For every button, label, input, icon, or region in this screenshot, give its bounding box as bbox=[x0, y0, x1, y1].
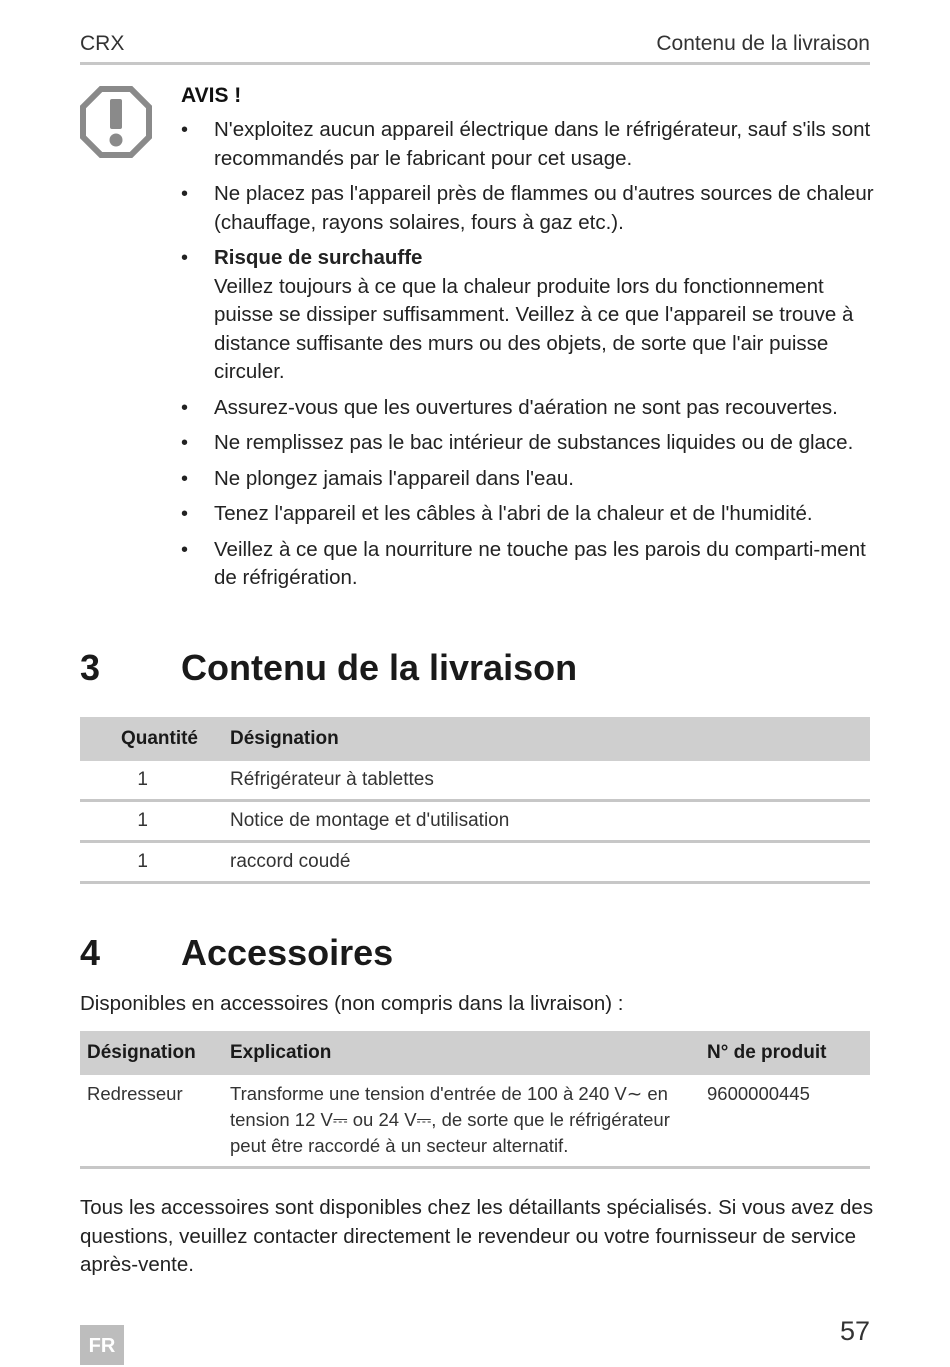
notice-item-text: Ne plongez jamais l'appareil dans l'eau. bbox=[214, 466, 574, 490]
table-row bbox=[80, 1075, 870, 1168]
notice-item: • Tenez l'appareil et les câbles à l'abri de la chaleur et de l'humidité. bbox=[181, 502, 813, 525]
notice-item: • Ne placez pas l'appareil près de flammes ou d'autres sources de chaleur (chauffage, rayons solaires, fours à gaz etc.). bbox=[181, 182, 874, 234]
section-title: Accessoires bbox=[181, 932, 394, 973]
page-header bbox=[80, 30, 870, 65]
table-row bbox=[80, 761, 870, 801]
cell-quantity: 1 bbox=[80, 842, 214, 883]
section-number: 3 bbox=[80, 647, 101, 688]
cell-explanation: Transforme une tension d'entrée de 100 à 240 V∼ en tension 12 V⎓ ou 24 V⎓, de sorte que le réfrigérateur peut être raccordé à un secteur alternatif. bbox=[223, 1075, 700, 1168]
cell-designation: Notice de montage et d'utilisation bbox=[214, 801, 870, 842]
table-row bbox=[80, 801, 870, 842]
table-header-row bbox=[80, 717, 870, 761]
cell-product-number: 9600000445 bbox=[700, 1075, 870, 1168]
closing-paragraph: Tous les accessoires sont disponibles chez les détaillants spécialisés. Si vous avez des questions, veuillez contacter directement le revendeur ou votre fournisseur de service après-vente. bbox=[80, 1196, 874, 1276]
cell-designation: raccord coudé bbox=[214, 842, 870, 883]
column-header-quantity: Quantité bbox=[80, 717, 214, 761]
notice-item-text: Veillez à ce que la nourriture ne touche pas les parois du comparti-ment de réfrigération. bbox=[214, 537, 866, 589]
notice-item: • Veillez à ce que la nourriture ne touche pas les parois du comparti-ment de réfrigération. bbox=[181, 537, 866, 589]
notice-item-text: Assurez-vous que les ouvertures d'aération ne sont pas recouvertes. bbox=[214, 395, 838, 419]
page-number: 57 bbox=[839, 1316, 870, 1346]
column-header-designation: Désignation bbox=[80, 1031, 223, 1075]
accessories-intro: Disponibles en accessoires (non compris dans la livraison) : bbox=[80, 992, 624, 1015]
cell-designation: Réfrigérateur à tablettes bbox=[214, 761, 870, 801]
notice-item: • Ne remplissez pas le bac intérieur de substances liquides ou de glace. bbox=[181, 431, 854, 454]
notice-list bbox=[181, 116, 881, 593]
cell-quantity: 1 bbox=[80, 801, 214, 842]
notice-item: • Risque de surchauffe Veillez toujours à ce que la chaleur produite lors du fonctionnement puisse se dissiper suffisamment. Veillez à ce que l'appareil se trouve à distance suffisante des murs ou des objets, de sorte que l'air puisse circuler. bbox=[181, 244, 881, 387]
section-heading-delivery bbox=[80, 647, 577, 689]
delivery-table bbox=[80, 717, 870, 884]
notice-item: • Assurez-vous que les ouvertures d'aération ne sont pas recouvertes. bbox=[181, 395, 838, 419]
notice-item-text: Ne remplissez pas le bac intérieur de substances liquides ou de glace. bbox=[214, 431, 854, 454]
cell-quantity: 1 bbox=[80, 761, 214, 801]
notice-item-text: Tenez l'appareil et les câbles à l'abri de la chaleur et de l'humidité. bbox=[214, 502, 813, 525]
section-heading-accessories bbox=[80, 932, 393, 974]
cell-designation: Redresseur bbox=[80, 1075, 223, 1168]
column-header-explanation: Explication bbox=[223, 1031, 700, 1075]
notice-item-heading: Risque de surchauffe bbox=[214, 246, 423, 269]
notice-title: AVIS ! bbox=[181, 84, 242, 107]
notice-item: • Ne plongez jamais l'appareil dans l'eau. bbox=[181, 466, 574, 490]
header-section-title: Contenu de la livraison bbox=[656, 32, 870, 55]
language-badge: FR bbox=[80, 1325, 124, 1365]
exclamation-octagon-icon bbox=[80, 86, 152, 158]
table-row bbox=[80, 842, 870, 883]
header-product: CRX bbox=[80, 32, 125, 55]
column-header-designation: Désignation bbox=[214, 717, 870, 761]
notice-item: • N'exploitez aucun appareil électrique dans le réfrigérateur, sauf s'ils sont recommandés par le fabricant pour cet usage. bbox=[181, 118, 871, 170]
column-header-product-number: N° de produit bbox=[700, 1031, 870, 1075]
notice-item-text: N'exploitez aucun appareil électrique dans le réfrigérateur, sauf s'ils sont recommandés par le fabricant pour cet usage. bbox=[214, 118, 871, 170]
notice-item-text: Veillez toujours à ce que la chaleur produite lors du fonctionnement puisse se dissiper suffisamment. Veillez à ce que l'appareil se trouve à distance suffisante des murs ou des objets, de sorte que l'air puisse circuler. bbox=[214, 274, 854, 383]
accessories-table bbox=[80, 1031, 870, 1169]
notice-item-text: Ne placez pas l'appareil près de flammes ou d'autres sources de chaleur (chauffage, rayons solaires, fours à gaz etc.). bbox=[214, 182, 874, 234]
section-title: Contenu de la livraison bbox=[181, 647, 578, 688]
notice-block bbox=[181, 84, 881, 600]
section-number: 4 bbox=[80, 932, 101, 973]
table-header-row bbox=[80, 1031, 870, 1075]
